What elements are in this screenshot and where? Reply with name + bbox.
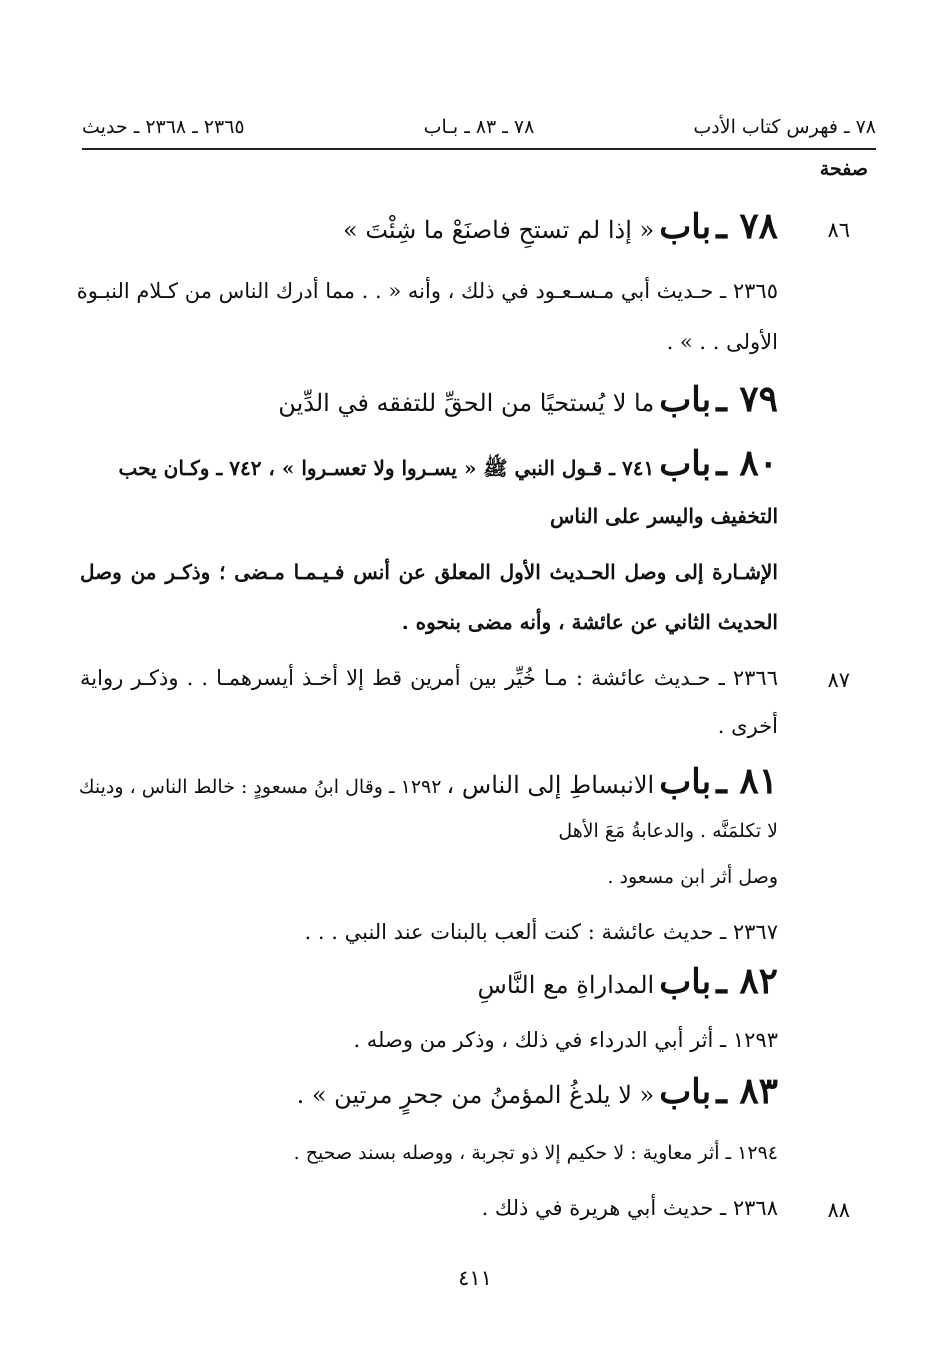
note-81: وصل أثر ابن مسعود . <box>607 866 778 888</box>
note-80-line2: الحديث الثاني عن عائشة ، وأنه مضى بنحوه . <box>401 610 778 634</box>
bab-word: باب <box>659 1072 712 1112</box>
bab-80-heading <box>80 442 778 485</box>
bab-word: باب <box>659 207 712 247</box>
bab-78-heading <box>343 205 778 247</box>
bab-80-line2: التخفيف واليسر على الناس <box>550 504 778 528</box>
bab-word: باب <box>659 380 712 420</box>
athar-1292: ١٢٩٢ ـ وقال ابنُ مسعودٍ : خالط الناس ، ودينك <box>78 776 442 798</box>
hadith-2367: ٢٣٦٧ ـ حديث عائشة : كنت ألعب بالبنات عند النبي . . . <box>304 920 778 944</box>
bab-title: ٧٤١ ـ قـول النبي ﷺ « يسـروا ولا تعسـروا » ، ٧٤٢ ـ وكـان يحب <box>118 456 655 480</box>
bab-81-heading <box>80 760 778 802</box>
bab-79-heading <box>278 378 778 420</box>
bab-title: « إذا لم تستحِ فاصنَعْ ما شِئْتَ » <box>343 216 655 244</box>
header-chapter-range: ٧٨ ـ ٨٣ ـ بـاب <box>423 116 535 138</box>
bab-word: باب <box>659 962 712 1002</box>
bab-word: باب <box>659 762 712 802</box>
hadith-2365-line1: ٢٣٦٥ ـ حـديث أبي مـسـعـود في ذلك ، وأنه « . . مما أدرك الناس من كـلام النبـوة <box>76 279 778 303</box>
hadith-2366-line2: أخرى . <box>717 714 778 738</box>
bab-number: ٧٨ ـ <box>716 205 778 247</box>
header-hadith-range: ٢٣٦٥ ـ ٢٣٦٨ ـ حديث <box>82 116 245 138</box>
bab-number: ٨١ ـ <box>716 760 778 802</box>
note-80-line1: الإشـارة إلى وصل الحـديث الأول المعلق عن أنس فـيـمـا مـضى ؛ وذكـر من وصل <box>80 560 778 584</box>
athar-1293: ١٢٩٣ ـ أثر أبي الدرداء في ذلك ، وذكر من وصله . <box>353 1028 778 1052</box>
page-column-label: صفحة <box>819 158 868 180</box>
bab-title: ما لا يُستحيًا من الحقِّ للتفقه في الدِّين <box>278 389 655 417</box>
hadith-2368: ٢٣٦٨ ـ حديث أبي هريرة في ذلك . <box>481 1196 778 1220</box>
bab-number: ٨٣ ـ <box>716 1070 778 1112</box>
bab-word: باب <box>659 444 712 484</box>
bab-title: المداراةِ مع النَّاسِ <box>477 971 655 999</box>
bab-number: ٨٢ ـ <box>716 960 778 1002</box>
bab-82-heading <box>478 960 778 1002</box>
page-ref-87: ٨٧ <box>827 668 850 692</box>
header-chapter-title: ٧٨ ـ فهرس كتاب الأدب <box>693 116 876 138</box>
hadith-2365-line2: الأولى . . » . <box>666 330 778 354</box>
bab-number: ٨٠ ـ <box>716 442 778 484</box>
running-header <box>82 112 876 150</box>
page-number: ٤١١ <box>458 1266 492 1290</box>
bab-title: « لا يلدغُ المؤمنُ من جحرٍ مرتين » . <box>296 1081 655 1109</box>
bab-81-line2: لا تكلمَنَّه . والدعابةُ مَعَ الأهل <box>558 820 778 842</box>
bab-number: ٧٩ ـ <box>716 378 778 420</box>
bab-title: الانبساطِ إلى الناس ، <box>446 771 655 799</box>
hadith-2366-line1: ٢٣٦٦ ـ حـديث عائشة : مـا خُيِّر بين أمرين قط إلا أخـذ أيسرهمـا . . وذكـر رواية <box>80 666 778 690</box>
page-ref-86: ٨٦ <box>827 218 850 242</box>
page-ref-88: ٨٨ <box>827 1198 850 1222</box>
bab-83-heading <box>297 1070 778 1112</box>
athar-1294: ١٢٩٤ ـ أثر معاوية : لا حكيم إلا ذو تجربة ، ووصله بسند صحيح . <box>293 1142 778 1164</box>
